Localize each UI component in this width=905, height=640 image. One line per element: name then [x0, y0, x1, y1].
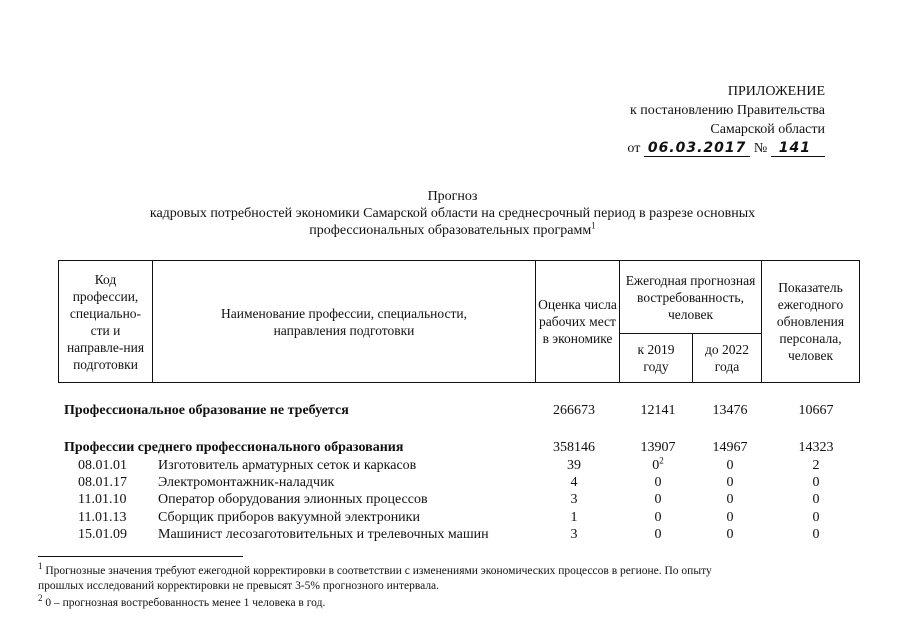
row-to2019: 0	[654, 475, 662, 490]
row-jobs: 39	[567, 458, 581, 473]
appendix-number: 141	[771, 140, 825, 157]
row-code: 11.01.13	[78, 510, 127, 525]
row-to2022: 0	[726, 458, 734, 473]
footnote-1-mark: 1	[38, 561, 43, 572]
row-renewal: 2	[812, 458, 820, 473]
header-to2019: к 2019 году	[620, 334, 693, 383]
header-renewal: Показатель ежегодного обновления персонала, человек	[762, 261, 860, 383]
row-name: Сборщик приборов вакуумной электроники	[158, 510, 420, 525]
table-header	[58, 260, 860, 383]
group-name: Профессии среднего профессионального образования	[64, 440, 404, 455]
row-name: Машинист лесозаготовительных и трелевочных машин	[158, 527, 489, 542]
group-to2022: 13476	[712, 403, 748, 418]
table-row	[60, 510, 860, 527]
group-jobs: 358146	[553, 440, 595, 455]
row-jobs: 3	[570, 527, 578, 542]
group-to2019: 13907	[640, 440, 676, 455]
row-to2019: 0	[654, 527, 662, 542]
appendix-block	[495, 82, 825, 158]
group-to2022: 14967	[712, 440, 748, 455]
table-row	[60, 440, 860, 457]
group-renewal: 10667	[798, 403, 834, 418]
footnote-2	[38, 593, 868, 611]
table-row	[60, 527, 860, 544]
appendix-date: 06.03.2017	[644, 140, 751, 157]
footnote-1	[38, 561, 868, 594]
row-to2022: 0	[726, 492, 734, 507]
row-footnote-mark: 2	[659, 455, 664, 466]
appendix-title: ПРИЛОЖЕНИЕ	[727, 84, 825, 99]
table-row	[60, 403, 860, 420]
row-to2019: $0^2$	[652, 455, 664, 473]
header-code: Код профессии, специально-сти и направле-ния подготовки	[59, 261, 153, 383]
appendix-from-label: от	[627, 141, 641, 156]
footnote-1-line-1: Прогнозные значения требуют ежегодной корректировки в соответствии с изменениями экономических процессов в регионе. По опыту	[45, 565, 712, 577]
row-renewal: 0	[812, 492, 820, 507]
row-renewal: 0	[812, 527, 820, 542]
row-renewal: 0	[812, 510, 820, 525]
row-name: Электромонтажник-наладчик	[158, 475, 335, 490]
row-jobs: 3	[570, 492, 578, 507]
row-renewal: 0	[812, 475, 820, 490]
title-footnote-mark: 1	[591, 220, 596, 231]
row-jobs: 4	[570, 475, 578, 490]
row-to2019: 0	[654, 510, 662, 525]
appendix-number-label: №	[753, 141, 768, 156]
group-renewal: 14323	[798, 440, 834, 455]
title-line-3-text: профессиональных образовательных программ	[309, 223, 592, 238]
table-row	[60, 492, 860, 509]
document-title	[60, 188, 845, 239]
appendix-line-region: Самарской области	[710, 122, 825, 137]
footnote-2-text: 0 – прогнозная востребованность менее 1 человека в год.	[45, 597, 326, 609]
row-to2022: 0	[726, 510, 734, 525]
footnote-1-line-2: прошлых исследований корректировки не превысят 3-5% прогнозного интервала.	[38, 580, 440, 592]
title-line-3	[60, 222, 845, 239]
header-name: Наименование профессии, специальности, направления подготовки	[153, 261, 536, 383]
header-annual: Ежегодная прогнозная востребованность, человек	[620, 261, 762, 334]
title-line-2: кадровых потребностей экономики Самарской области на среднесрочный период в разрезе основных	[149, 206, 756, 221]
group-name: Профессиональное образование не требуется	[64, 403, 349, 418]
row-to2022: 0	[726, 475, 734, 490]
group-to2019: 12141	[640, 403, 676, 418]
row-to2019: 0	[654, 492, 662, 507]
row-to2022: 0	[726, 527, 734, 542]
row-code: 15.01.09	[78, 527, 127, 542]
row-code: 11.01.10	[78, 492, 127, 507]
title-line-1: Прогноз	[427, 189, 478, 204]
row-jobs: 1	[570, 510, 578, 525]
header-jobs: Оценка числа рабочих мест в экономике	[536, 261, 620, 383]
table-row	[60, 475, 860, 492]
footnote-2-mark: 2	[38, 593, 43, 604]
group-jobs: 266673	[553, 403, 595, 418]
row-name: Изготовитель арматурных сеток и каркасов	[158, 458, 417, 473]
appendix-date-line	[495, 139, 825, 158]
row-code: 08.01.01	[78, 458, 127, 473]
row-name: Оператор оборудования элионных процессов	[158, 492, 428, 507]
row-code: 08.01.17	[78, 475, 127, 490]
appendix-line-resolution: к постановлению Правительства	[629, 103, 825, 118]
footnote-divider	[38, 556, 243, 557]
table-row	[60, 455, 860, 475]
header-to2022: до 2022 года	[693, 334, 762, 383]
